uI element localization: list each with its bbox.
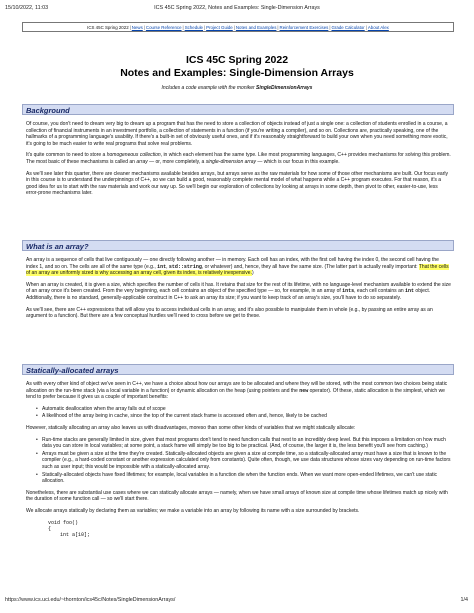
paragraph: Nonetheless, there are substantial use cases where we can statically allocate arrays — namely, when we have small arrays of known size at compile time whose lifetimes match up nicely with the duration of some function call — so we'll start there. xyxy=(26,489,448,503)
paragraph: When an array is created, it is given a size, which specifies the number of cells it has. It retains that size for the rest of its lifetime, with no language-level mechanism available to extend the size of an array once it's been created. From the very beginning, each cell contains an object of the specified type — so, for example, in an array of ints, each cell contains an int object. Additionally, there is no standard, generally-applicable construct in C++ to ask an array its size; if you want to keep track of an array's size, you'll have to do so separately. xyxy=(26,281,451,301)
section-heading-background: Background xyxy=(22,104,454,115)
section-heading-what-is-an-array: What is an array? xyxy=(22,240,454,251)
list-item: • Arrays must be given a size at the time they're created. Statically-allocated objects are given a size at compile time, so a statically-allocated array must have a size that is known to the compiler (e.g., a hard-coded constant or another expression calculated only from constants). Quite often, though, we use data structures whose sizes vary depending on run-time factors such as user input; this would be impossible with a statically-allocated array. xyxy=(36,451,451,471)
disadvantages-list xyxy=(36,437,451,485)
nav-link-reinforcement-exercises[interactable]: Reinforcement Exercises xyxy=(279,25,329,30)
nav-link-grade-calculator[interactable]: Grade Calculator xyxy=(331,25,365,30)
nav-link-project-guide[interactable]: Project Guide xyxy=(206,25,233,30)
list-item: • Automatic deallocation when the array falls out of scope xyxy=(36,406,451,413)
section-heading-statically-allocated-arrays: Statically-allocated arrays xyxy=(22,364,454,375)
section-statically-allocated-arrays xyxy=(22,364,454,539)
nav-link-course-reference[interactable]: Course Reference xyxy=(145,25,182,30)
nav-link-schedule[interactable]: Schedule xyxy=(184,25,203,30)
benefits-list xyxy=(36,406,451,420)
paragraph: As we'll see later this quarter, there are cleaner mechanisms available besides arrays, but arrays serve as the raw materials for how some of those other mechanisms are built. Our focus early in this course is to understand the underpinnings of C++, so we can build a good, reasonably complete mental model of what happens while a C++ program executes. For that reason, it's a good idea for us to start with the raw materials and work our way up. So we'll begin our exploration of collections by looking at arrays in some depth, then pivot to other, easier-to-use, less error-prone mechanisms later. xyxy=(26,170,448,197)
list-item: • Statically-allocated objects have fixed lifetimes; for example, local variables in a function die when the function ends. When we want more open-ended lifetimes, we can't use static allocation. xyxy=(36,472,451,485)
page-title-line2: Notes and Examples: Single-Dimension Arrays xyxy=(120,67,354,79)
paragraph: As we'll see, there are C++ expressions that will allow you to access individual cells in an array, and it's also possible to manipulate them in whole (e.g., by passing an entire array as an argument to a function). But there are a few conceptual hurdles we'll need to cross before we get to these. xyxy=(26,306,433,320)
page-title xyxy=(0,54,474,80)
paragraph: We allocate arrays statically by declaring them as variables; we make a variable into an array by following its name with a size surrounded by brackets. xyxy=(26,507,360,514)
section-background xyxy=(22,104,454,202)
print-url: https://www.ics.uci.edu/~thornton/ics45c/Notes/SingleDimensionArrays/ xyxy=(5,597,176,603)
paragraph: An array is a sequence of cells that live contiguously — one directly following another — in memory. Each cell has an index, with the first cell having the index 0, the second cell having the index 1, and so on. The cells are all of the same type (e.g., int, std::string, or whatever) and, hence, they all have the same size. (The latter part is actually really important: That the cells of an array are uniformly sized is why accessing an array cell, given its index, is relatively inexpensive.) xyxy=(26,257,449,277)
code-moniker: SingleDimensionArrays xyxy=(256,85,313,91)
paragraph: As with every other kind of object we've seen in C++, we have a choice about how our arrays are to be allocated and where they will be stored, with the most common two choices being static allocation on the run-time stack (via a local variable in a function) or dynamic allocation on the heap (using pointers and the new operator). Of these, static allocation is the simplest, which we tend to prefer because it gives us a couple of important benefits: xyxy=(26,381,448,401)
code-block: void foo() { int a[10]; xyxy=(48,519,91,539)
paragraph: Of course, you don't need to dream very big to dream up a program that has the need to store a collection of objects instead of just a single one: a collection of students enrolled in a course, a collection of financial instruments in an investment portfolio, a collection of statements in a function (if you're writing a compiler), and so on. Collections are, practically speaking, one of the hallmarks of a programming language's usability. If there's a built-in set of obviously useful ones, and if it's reasonably straightforward to build your own when you need something more exotic, it's going to be much easier to write real programs that solve real problems. xyxy=(26,121,448,147)
nav-link-notes-and-examples[interactable]: Notes and Examples xyxy=(235,25,277,30)
print-footer xyxy=(0,597,474,607)
page-title-line1: ICS 45C Spring 2022 xyxy=(185,54,289,66)
print-doc-title: ICS 45C Spring 2022, Notes and Examples: Single-Dimension Arrays xyxy=(154,5,320,11)
page-subtitle: Includes a code example with the moniker SingleDimensionArrays xyxy=(161,85,313,91)
list-item: • Run-time stacks are generally limited in size, given that most programs don't tend to need function calls that nest to an incredibly deep level. But this imposes a limitation on how much data you can store in local variables; at some point, a stack frame will simply be too big to be practical. (And, of course, the larger it is, the less benefit you'll see from caching.) xyxy=(36,437,451,450)
page-number: 1/4 xyxy=(460,597,468,603)
paragraph: It's quite common to need to store a homogeneous collection, in which each element has the same type. Like most programming languages, C++ provides mechanisms for solving this problem. The most basic of these mechanisms is called an array — or, more completely, a single-dimension array — which is our focus in this example. xyxy=(26,152,451,165)
nav-link-news[interactable]: News xyxy=(131,25,143,30)
print-header xyxy=(0,5,474,15)
nav-course-name: ICS 45C Spring 2022 xyxy=(87,25,129,30)
highlighted-text: That the cells of an array are uniformly sized is why accessing an array cell, given its index, is relatively inexpensive. xyxy=(26,263,449,277)
course-nav-bar: ICS 45C Spring 2022|News|Course Reference|Schedule|Project Guide|Notes and Examples|Reinforcement Exercises|Grade Calculator|About Alex xyxy=(22,22,454,32)
print-datetime: 15/10/2022, 11:03 xyxy=(5,5,49,11)
paragraph: However, statically allocating an array also leaves us with disadvantages, moreso than some other kinds of variables that we might statically allocate: xyxy=(26,424,356,431)
list-item: • A likelihood of the array being in cache, since the top of the current stack frame is accessed often and, hence, likely to be cached xyxy=(36,413,451,420)
nav-link-about-alex[interactable]: About Alex xyxy=(367,25,389,30)
section-what-is-an-array xyxy=(22,240,454,325)
